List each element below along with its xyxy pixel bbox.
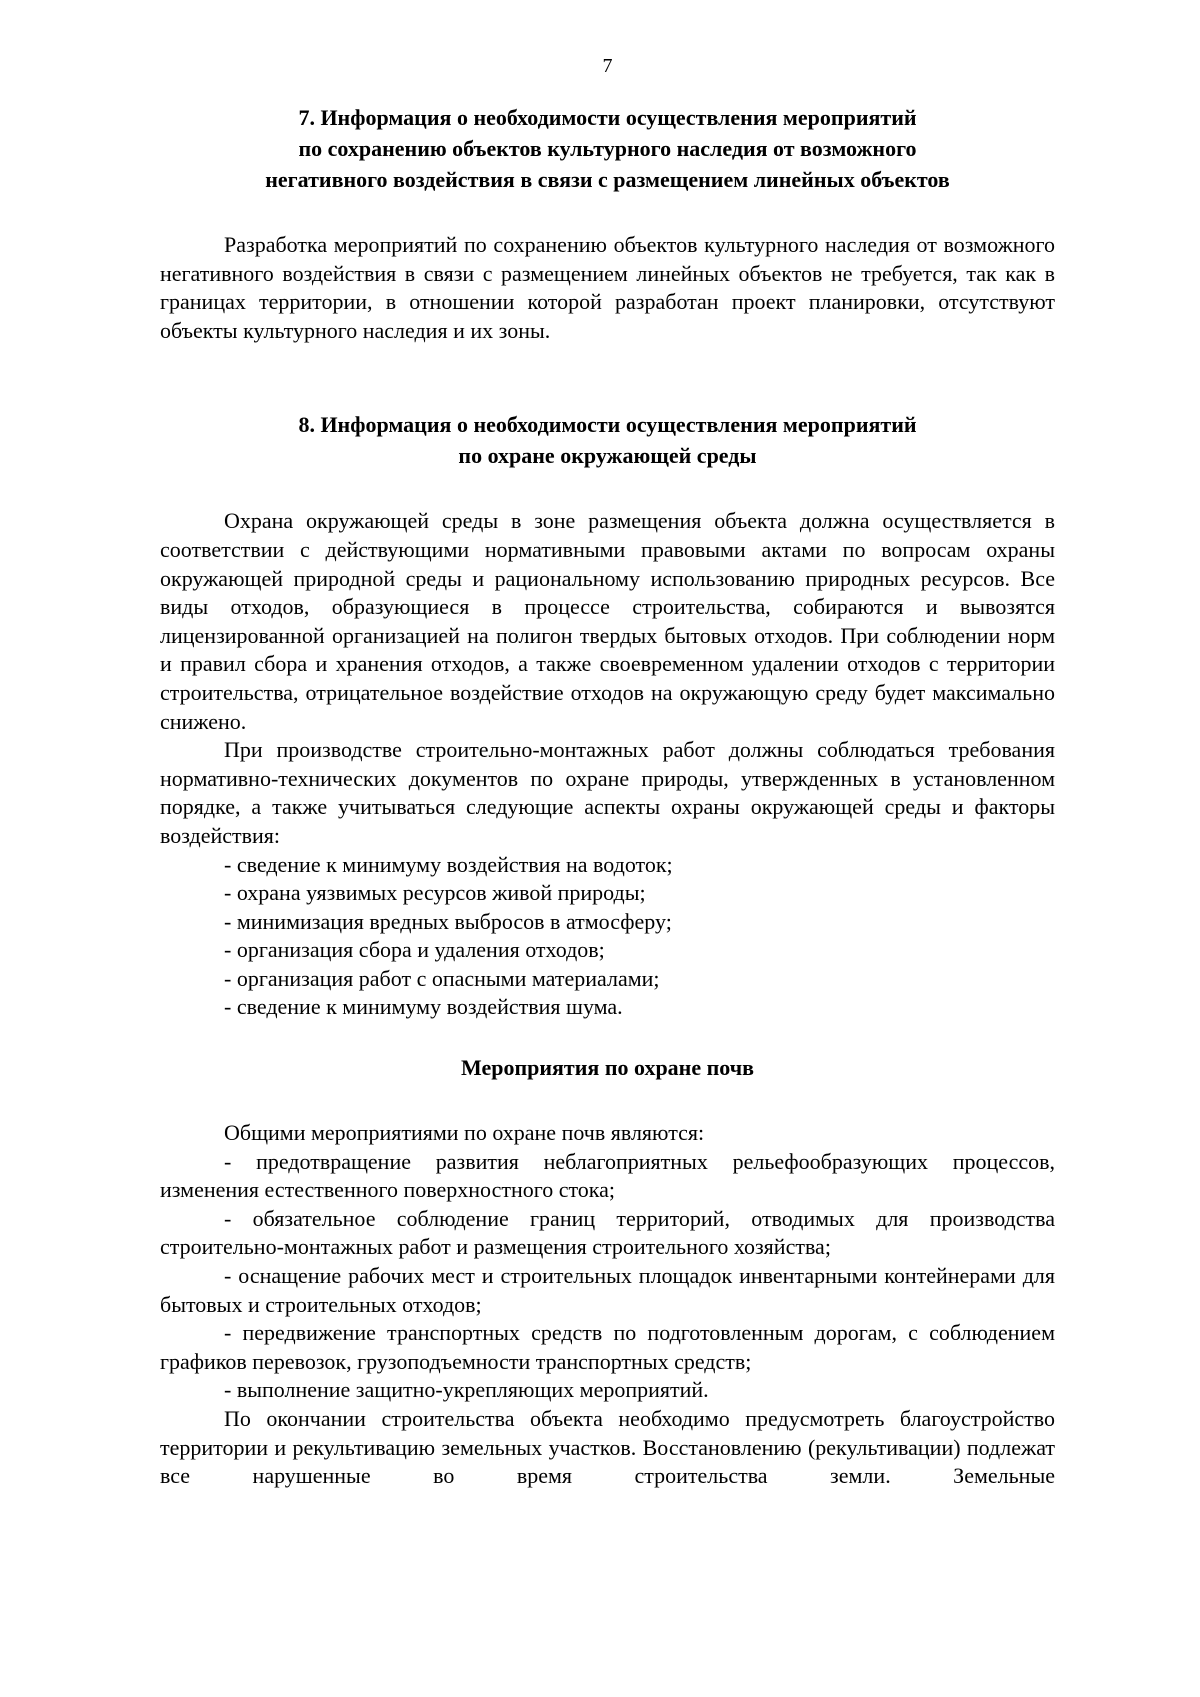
section-7-paragraph: Разработка мероприятий по сохранению объектов культурного наследия от возможного негативного воздействия в связи с размещением линейных объектов не требуется, так как в границах территории, в отношении которой разработан проект планировки, отсутствуют объекты культурного наследия и их зоны. xyxy=(160,232,1055,343)
environment-aspects-list xyxy=(160,851,1055,1023)
section-8-heading-line: 8. Информация о необходимости осуществления мероприятий xyxy=(298,412,917,438)
list-item: - сведение к минимуму воздействия на водоток; xyxy=(224,851,673,877)
list-item: - охрана уязвимых ресурсов живой природы; xyxy=(224,880,646,906)
section-8-paragraph-2: При производстве строительно-монтажных работ должны соблюдаться требования нормативно-технических документов по охране природы, утвержденных в установленном порядке, а также учитываться следующие аспекты охраны окружающей среды и факторы воздействия: xyxy=(160,737,1055,848)
list-item: - организация работ с опасными материалами; xyxy=(224,965,660,991)
list-item: - сведение к минимуму воздействия шума. xyxy=(224,994,623,1020)
section-7-heading-line: негативного воздействия в связи с размещением линейных объектов xyxy=(265,167,950,192)
soil-heading-line: Мероприятия по охране почв xyxy=(460,1055,755,1081)
list-item: - предотвращение развития неблагоприятных рельефообразующих процессов, изменения естественного поверхностного стока; xyxy=(160,1148,1055,1203)
section-7-heading-line: 7. Информация о необходимости осуществления мероприятий xyxy=(298,105,917,130)
soil-closing-paragraph: По окончании строительства объекта необходимо предусмотреть благоустройство территории и рекультивацию земельных участков. Восстановлению (рекультивации) подлежат все нарушенные во время строительства земли. Земельные xyxy=(160,1406,1055,1489)
list-item: - оснащение рабочих мест и строительных площадок инвентарными контейнерами для бытовых и строительных отходов; xyxy=(160,1263,1055,1317)
section-7-heading xyxy=(160,102,1055,195)
soil-heading xyxy=(160,1052,1055,1083)
list-item: - передвижение транспортных средств по подготовленным дорогам, с соблюдением графиков перевозок, грузоподъемности транспортных средств; xyxy=(160,1320,1055,1374)
list-item: - обязательное соблюдение границ территорий, отводимых для производства строительно-монтажных работ и размещения строительного хозяйства; xyxy=(160,1205,1055,1260)
soil-measures-list xyxy=(160,1148,1055,1405)
list-item: - минимизация вредных выбросов в атмосферу; xyxy=(224,908,672,934)
list-item: - организация сбора и удаления отходов; xyxy=(224,937,605,963)
soil-intro: Общими мероприятиями по охране почв являются: xyxy=(224,1120,705,1146)
section-8-heading xyxy=(160,409,1055,471)
section-8-paragraph-1: Охрана окружающей среды в зоне размещения объекта должна осуществляется в соответствии с действующими нормативными правовыми актами по вопросам охраны окружающей природной среды и рациональному использованию природных ресурсов. Все виды отходов, образующиеся в процессе строительства, собираются и вывозятся лицензированной организацией на полигон твердых бытовых отходов. При соблюдении норм и правил сбора и хранения отходов, а также своевременном удалении отходов с территории строительства, отрицательное воздействие отходов на окружающую среду будет максимально снижено. xyxy=(160,508,1055,734)
list-item: - выполнение защитно-укрепляющих мероприятий. xyxy=(224,1377,709,1403)
section-8-heading-line: по охране окружающей среды xyxy=(458,443,757,469)
document-page xyxy=(160,52,1055,1491)
section-7-heading-line: по сохранению объектов культурного наследия от возможного xyxy=(298,136,917,161)
page-number: 7 xyxy=(602,55,613,77)
